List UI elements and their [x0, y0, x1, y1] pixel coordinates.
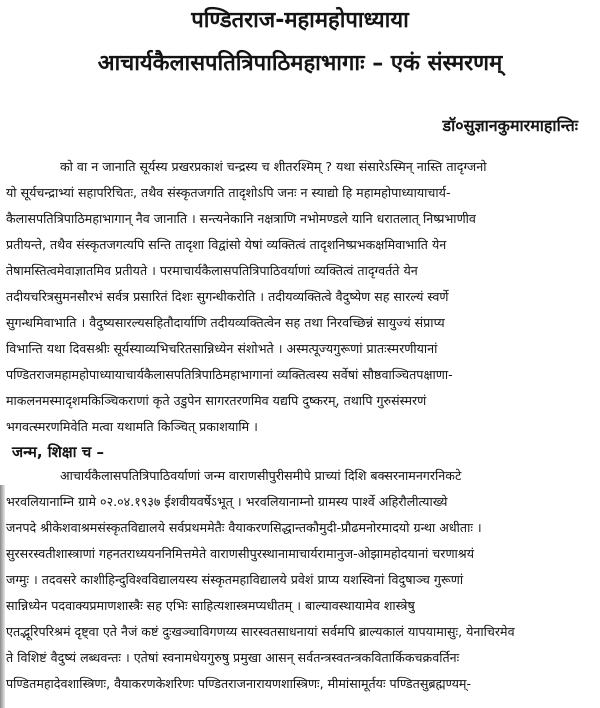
- author-name: डॉ०सुज्ञानकुमारमाहान्तिः: [442, 116, 578, 135]
- text-line: ते विशिष्टं वैदुष्यं लब्धवन्तः । एतेषां स्वनामधेयगुरुषु प्रमुखा आसन् सर्वतन्त्रस्वतन्त्रकवितार्किकचक्रवर्तिनः: [6, 650, 460, 665]
- binding-shadow: [0, 485, 5, 708]
- text-line: माकलनमस्मादृशमकिञ्चिकराणां कृते उडुपेन सागरतरणमिव यद्यपि दुष्करम्, तथापि गुरुसंस्मरणं: [6, 393, 427, 408]
- text-line: को वा न जानाति सूर्यस्य प्रखरप्रकाशं चन्द्रस्य च शीतरश्मिम् ? यथा संसारेऽस्मिन् नास्ति तादृग्जनो: [60, 159, 487, 174]
- text-line: कैलासपतित्रिपाठिमहाभागान् नैव जानाति । सन्त्यनेकानि नक्षत्राणि नभोमण्डले यानि धरातलात् निष्प्रभाणीव: [6, 211, 476, 226]
- text-line: तेषामस्तित्वमेवाज्ञातमिव प्रतीयते । परमाचार्यकैलासपतित्रिपाठिवर्याणां व्यक्तित्वं तादृग्वर्तते येन: [6, 263, 418, 278]
- title-line-2: आचार्यकैलासपतित्रिपाठिमहाभागाः – एकं संस्मरणम्: [97, 51, 503, 76]
- text-line: पण्डितराजमहामहोपाध्यायाचार्यकैलासपतित्रिपाठिमहाभागानां व्यक्तित्वस्य सर्वेषां सौष्ठवाञ्चितपक्षाणा-: [6, 367, 453, 382]
- text-line: सान्निध्येन पदवाक्यप्रमाणशास्त्रैः सह एभिः साहित्यशास्त्रमप्यधीतम् । बाल्यावस्थायामेव शास्त्रेषु: [6, 598, 415, 613]
- text-line: विभान्ति यथा दिवसश्रीः सूर्यस्याव्यभिचरितसान्निध्येन संशोभते । अस्मत्पूज्यगुरूणां प्रातःस्मरणीयानां: [6, 341, 438, 356]
- text-line: पण्डितमहादेवशास्त्रिणः, वैयाकरणकेशरिणः पण्डितराजनारायणशास्त्रिणः, मीमांसामूर्तयः पण्डितसुब्रह्मण्यम्-: [6, 676, 471, 691]
- text-line: जनपदे श्रीकेशवाश्रमसंस्कृतविद्यालये सर्वप्रथममेतैः वैयाकरणसिद्धान्तकौमुदी-प्रौढमनोरमादयो ग्रन्था अधीताः ।: [6, 520, 482, 535]
- text-line: यो सूर्यचन्द्राभ्यां सहापरिचितः, तथैव संस्कृतजगति तादृशोऽपि जनः न स्याद्यो हि महामहोपाध्यायाचार्य-: [6, 185, 451, 200]
- text-line: जग्मुः । तदवसरे काशीहिन्दुविश्वविद्यालयस्य संस्कृतमहाविद्यालये प्रवेशं प्राप्य यशस्विनां विदुषाञ्च गुरूणां: [6, 572, 464, 587]
- text-line: सुगन्धमिवाभाति । वैदुष्यसारल्यसहितौदार्याणि तदीयव्यक्तित्वेन सह तथा निरवच्छिन्नं सायुज्यं संप्राप्य: [6, 315, 445, 330]
- section-heading: जन्म, शिक्षा च –: [12, 443, 104, 461]
- text-line: सुरसरस्वतीशास्त्राणां गहनतराध्ययननिमित्तमेते वाराणसीपुरस्थानामाचार्यरामानुज-ओझामहोदयानां चरणाश्रयं: [6, 546, 475, 561]
- text-line: प्रतीयन्ते, तथैव संस्कृतजगत्यपि सन्ति तादृशा विद्वांसो येषां व्यक्तित्वं तादृशनिष्प्रभकक्षमिवाभाति येन: [6, 237, 447, 252]
- text-line: आचार्यकैलासपतित्रिपाठिवर्याणां जन्म वाराणसीपुरीसमीपे प्राच्यां दिशि बक्सरनामनगरनिकटे: [60, 468, 462, 483]
- text-line: एतद्भूरिपरिश्रमं दृष्ट्वा एते नैजं कष्टं दुःखञ्चाविगणय्य सारस्वतसाधनायां सर्वमपि ब्राल्यकालं यापयामासुः, येनाचिरमेव: [6, 624, 515, 639]
- text-line: तदीयचरित्रसुमनसौरभं सर्वत्र प्रसारितं दिशः सुगन्धीकरोति । तदीयव्यक्तित्वे वैदुष्येण सह सारल्यं स्वर्णे: [6, 289, 449, 304]
- text-line: भगवत्स्मरणमिवेति मत्वा यथामति किञ्चित् प्रकाशयामि ।: [6, 419, 258, 434]
- title-line-1: पण्डितराज-महामहोपाध्याया: [191, 8, 409, 33]
- text-line: भरवलियानाम्नि ग्रामे ०२.०४.१९३७ ईशवीयवर्षेऽभूत् । भरवलियानाम्नो ग्रामस्य पार्श्वे अहिरौलीत्याख्ये: [6, 494, 448, 509]
